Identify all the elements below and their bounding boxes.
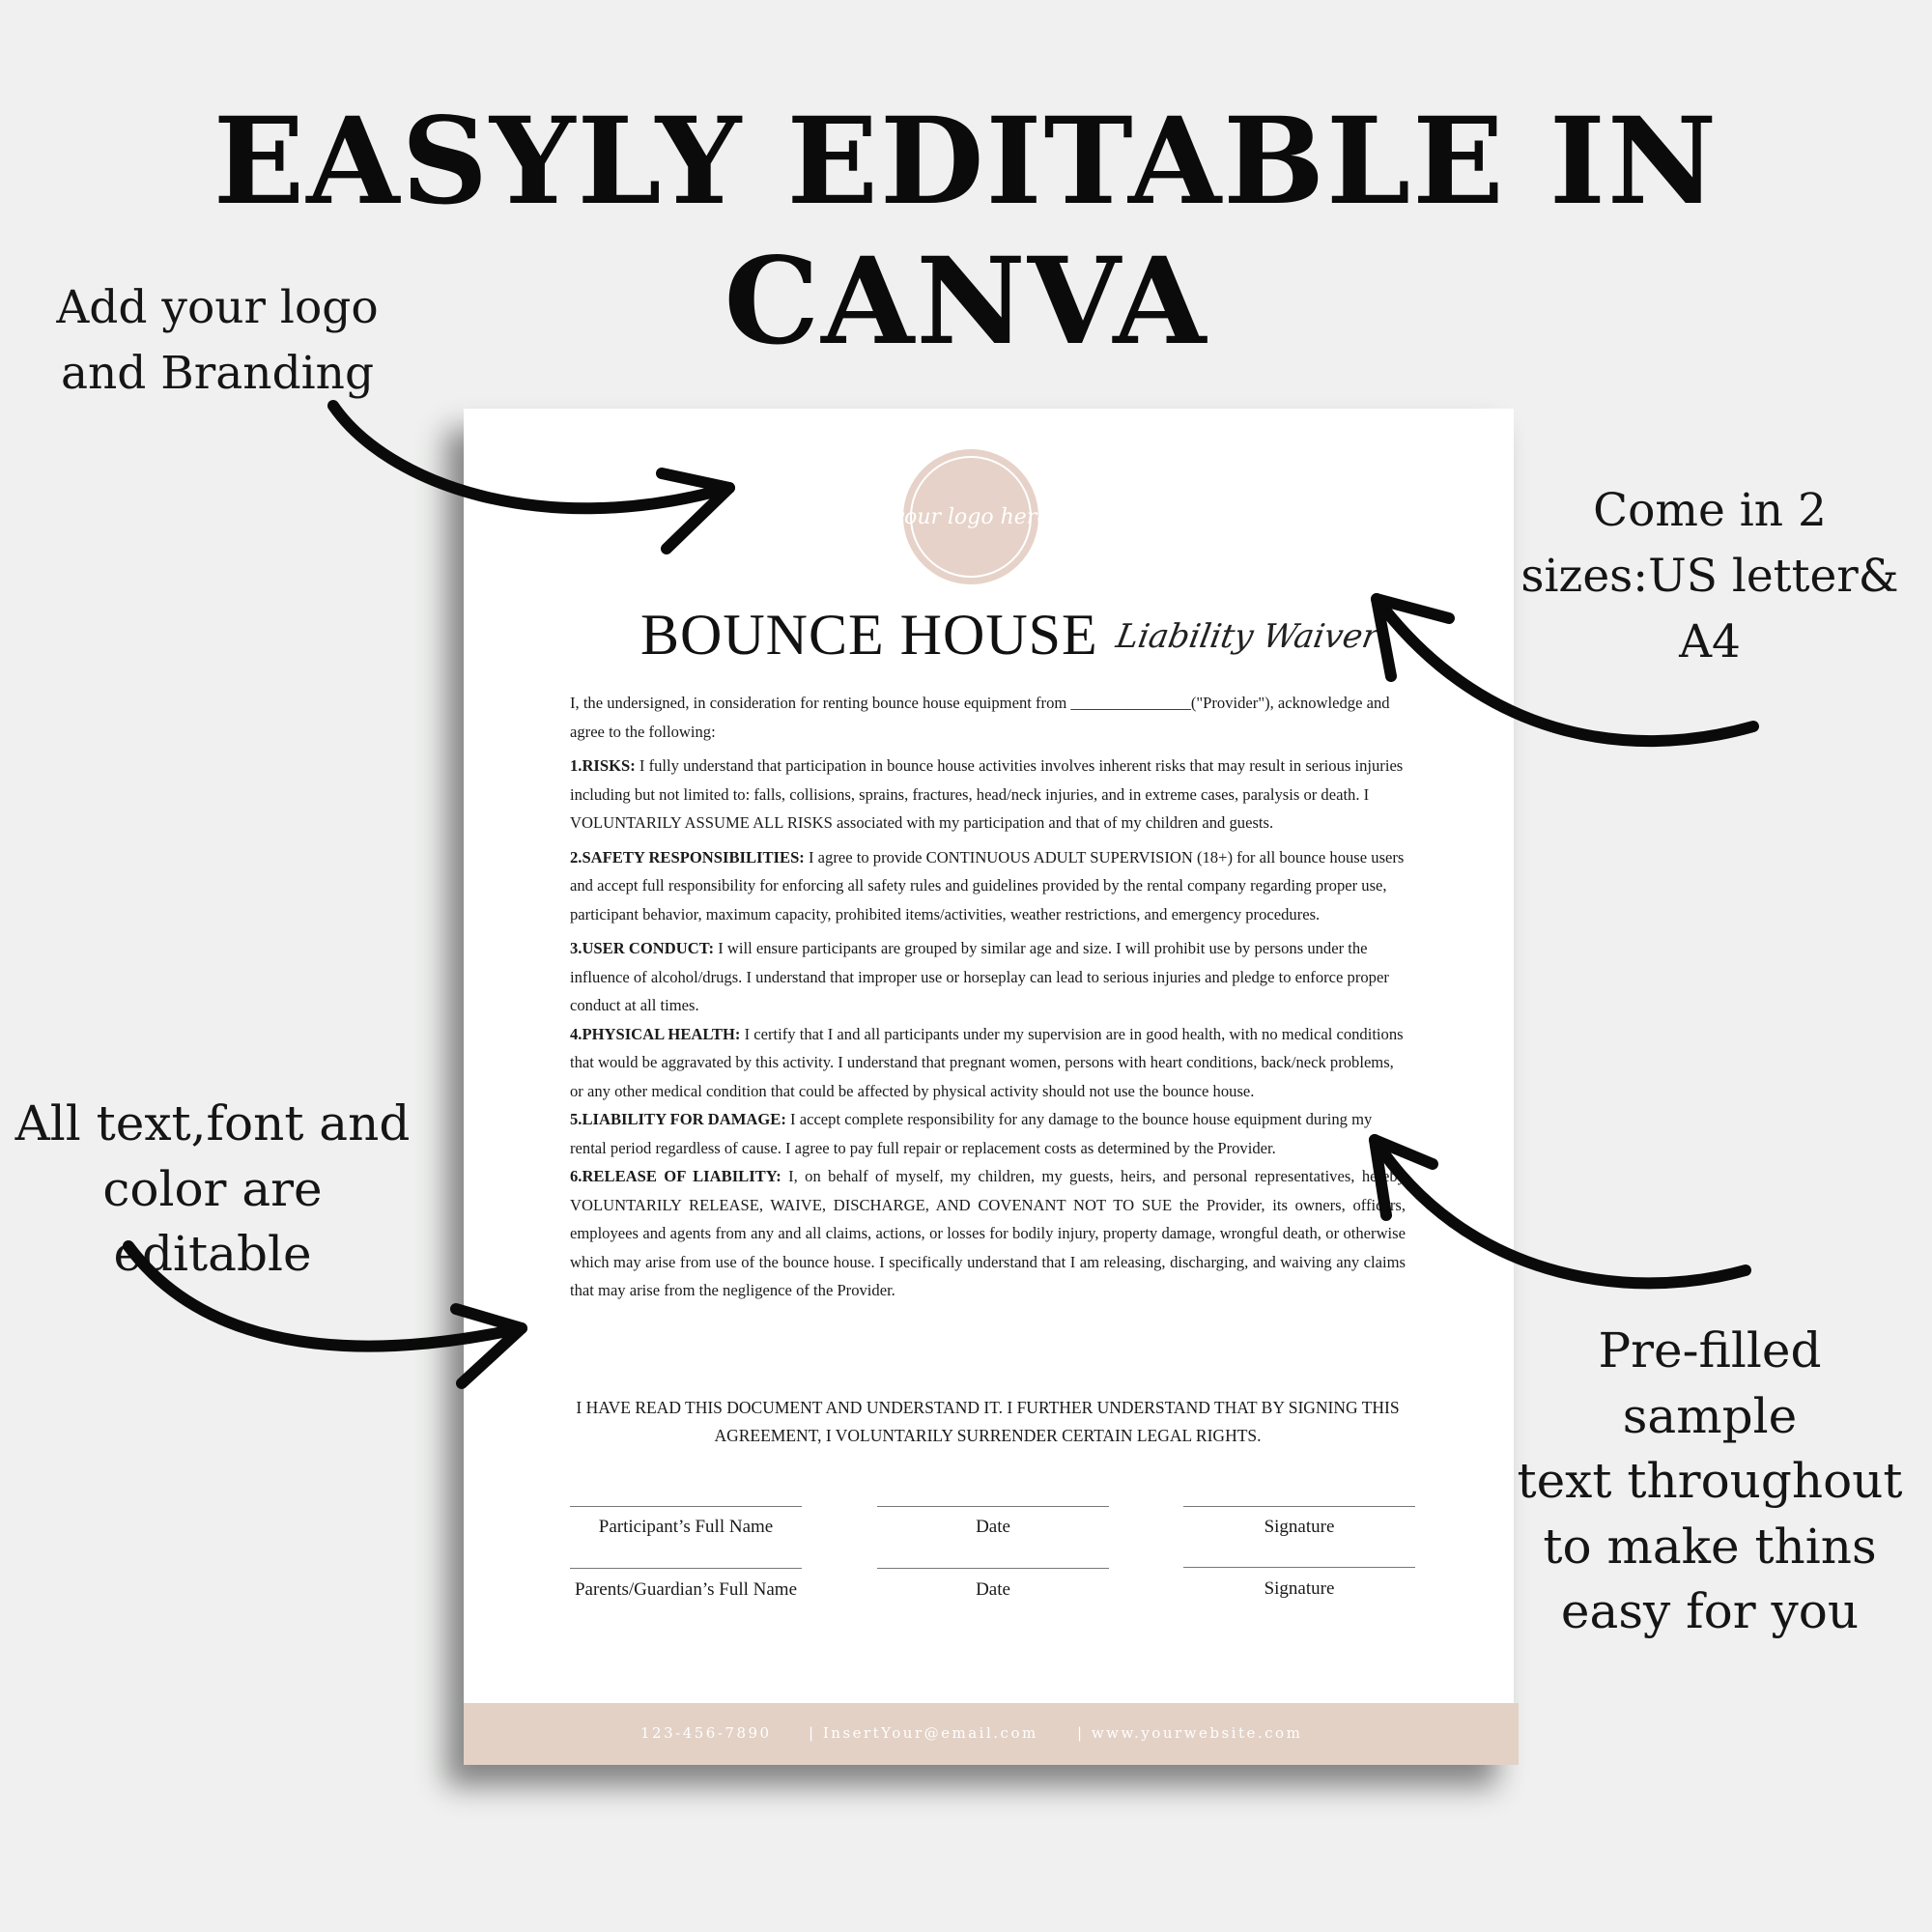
callout-prefilled: Pre-filled sample text throughout to make thins easy for you [1517, 1322, 1903, 1639]
footer-phone: 123-456-7890 [640, 1724, 772, 1742]
intro-paragraph: I, the undersigned, in consideration for renting bounce house equipment from _______________("Provider"), acknowledge and agree to the following: [570, 694, 1390, 741]
section-heading: 5.LIABILITY FOR DAMAGE: [570, 1110, 786, 1128]
section-heading: 6.RELEASE OF LIABILITY: [570, 1167, 781, 1185]
section-heading: 1.RISKS: [570, 756, 636, 775]
document-title: BOUNCE HOUSE [640, 603, 1098, 667]
arrow-icon [333, 406, 729, 549]
signature-label-2: Signature [1264, 1578, 1335, 1599]
footer-email: | InsertYour@email.com [809, 1724, 1038, 1742]
acknowledgement-text: I HAVE READ THIS DOCUMENT AND UNDERSTAND IT. I FURTHER UNDERSTAND THAT BY SIGNING THIS AGREEMENT, I VOLUNTARILY SURRENDER CERTAIN LEGAL RIGHTS. [576, 1398, 1400, 1445]
callout-editable: All text,font and color are editable [14, 1095, 411, 1282]
logo-text: your logo here [892, 504, 1050, 529]
section-heading: 4.PHYSICAL HEALTH: [570, 1024, 741, 1043]
section-heading: 3.USER CONDUCT: [570, 939, 715, 957]
headline: EASYLY EDITABLE IN CANVA [213, 92, 1719, 372]
callout-logo-branding: Add your logo and Branding [56, 281, 379, 401]
section-text: I accept complete responsibility for any damage to the bounce house equipment during my rental period regardless of cause. I agree to pay full repair or replacement costs as determined by the Provider. [570, 1110, 1373, 1157]
section-text: I fully understand that participation in bounce house activities involves inherent risks that may result in serious injuries including but not limited to: falls, collisions, sprains, fractures, head/neck injuries, and in extreme cases, paralysis or death. I VOLUNTARILY ASSUME ALL RISKS associated with my participation and that of my children and guests. [570, 756, 1404, 832]
arrow-icon [128, 1246, 522, 1383]
date-label-1: Date [976, 1517, 1010, 1537]
arrow-icon [1375, 1140, 1746, 1283]
arrow-icon [1377, 599, 1753, 741]
document-subtitle: Liability Waiver [1113, 617, 1382, 656]
section-text: I certify that I and all participants under my supervision are in good health, with no medical conditions that would be aggravated by this activity. I understand that pregnant women, persons with heart conditions, back/neck problems, or any other medical condition that could be affected by physical activity should not use the bounce house. [570, 1024, 1404, 1100]
signature-label-1: Signature [1264, 1517, 1335, 1537]
date-label-2: Date [976, 1579, 1010, 1600]
participant-name-label: Participant’s Full Name [598, 1517, 774, 1537]
section-text: I will ensure participants are grouped by similar age and size. I will prohibit use by persons under the influence of alcohol/drugs. I understand that improper use or horseplay can lead to serious injuries and pledge to enforce proper conduct at all times. [570, 939, 1389, 1014]
callout-sizes: Come in 2 sizes:US letter& A4 [1520, 484, 1899, 669]
guardian-name-label: Parents/Guardian’s Full Name [574, 1579, 798, 1600]
footer-website: | www.yourwebsite.com [1077, 1724, 1303, 1742]
section-heading: 2.SAFETY RESPONSIBILITIES: [570, 847, 805, 867]
section-text: I agree to provide CONTINUOUS ADULT SUPERVISION (18+) for all bounce house users and accept full responsibility for enforcing all safety rules and guidelines provided by the rental company regarding proper use, participant behavior, maximum capacity, prohibited items/activities, weather restrictions, and emergency procedures. [570, 847, 1405, 923]
section-text: I, on behalf of myself, my children, my guests, heirs, and personal representatives, hereby VOLUNTARILY RELEASE, WAIVE, DISCHARGE, AND COVENANT NOT TO SUE the Provider, its owners, officers, employees and agents from any and all claims, actions, or losses for bodily injury, property damage, wrongful death, or otherwise which may arise from use of the bounce house. I specifically understand that I am releasing, discharging, and waiving any claims that may arise from the negligence of the Provider. [570, 1167, 1406, 1299]
